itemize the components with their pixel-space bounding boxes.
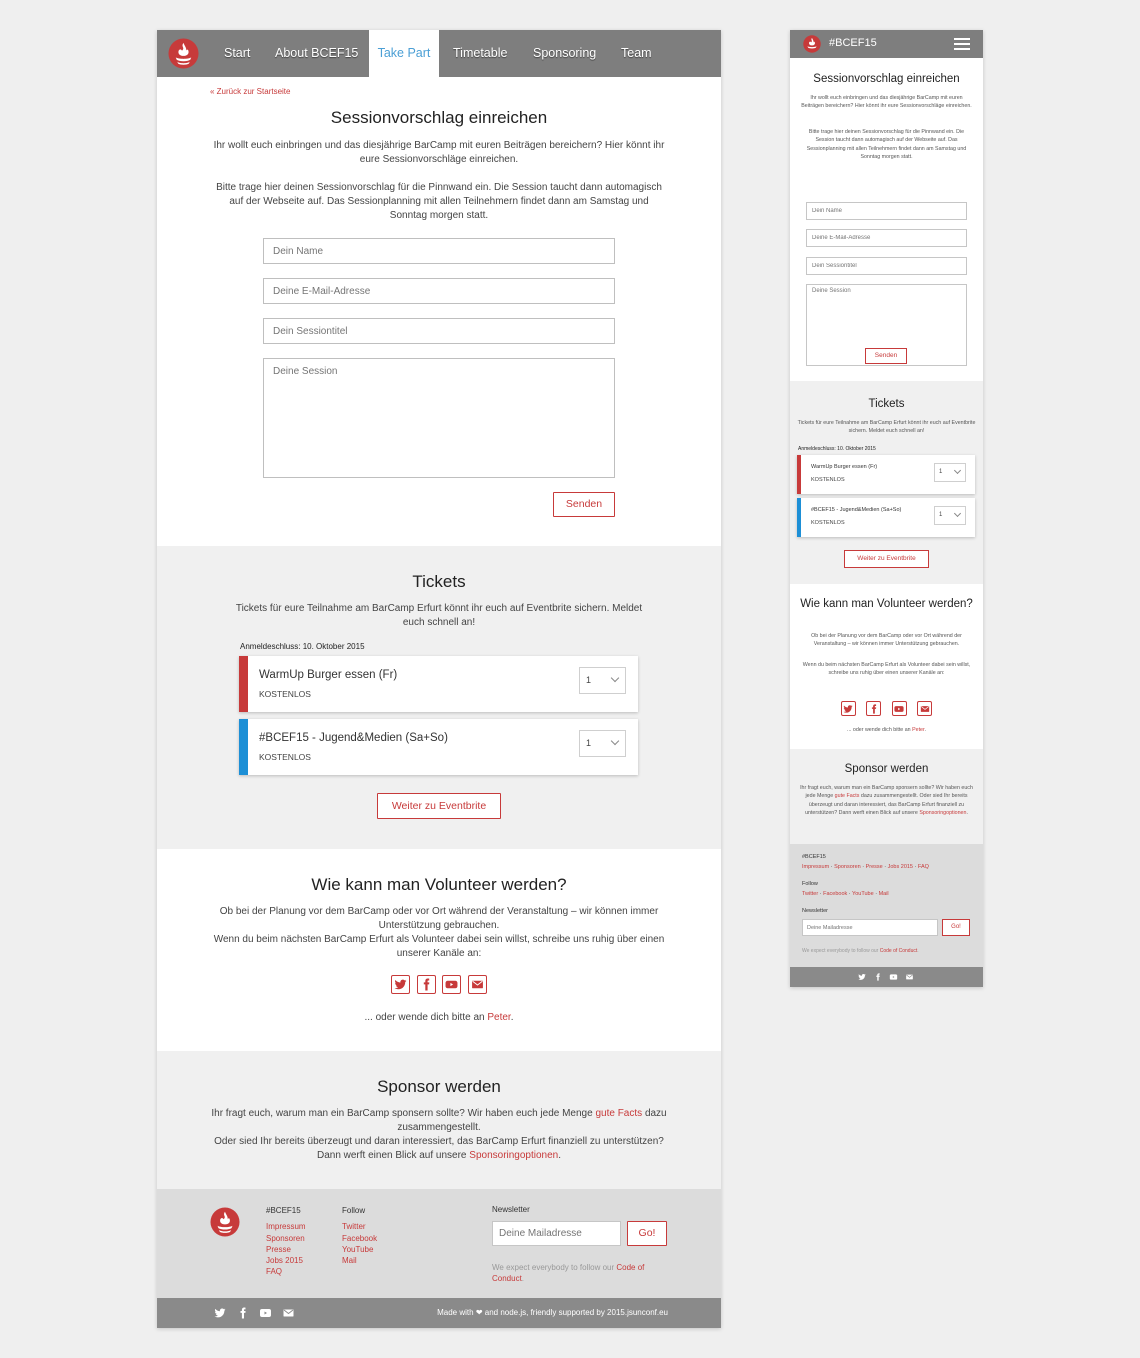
mobile-view	[790, 30, 983, 987]
eventbrite-button[interactable]: Weiter zu Eventbrite	[377, 793, 501, 819]
footer-bottom-bar	[157, 1298, 721, 1328]
youtube-icon[interactable]	[259, 1307, 272, 1319]
alt-contact-suffix: .	[924, 727, 926, 733]
sponsor-text-2-suffix: .	[558, 1150, 562, 1161]
mobile-footer	[790, 844, 983, 967]
ticket-price: KOSTENLOS	[811, 477, 845, 483]
mobile-footer-follow-title: Follow	[802, 881, 818, 887]
footer-link-impressum[interactable]: Impressum	[802, 864, 830, 870]
sponsor-text-2	[205, 1135, 673, 1163]
code-of-conduct-link[interactable]: Code of Conduct	[879, 948, 918, 954]
volunteer-text-2: Wenn du beim nächsten BarCamp Erfurt als Volunteer dabei sein willst, schreibe uns ruhig über einen unserer Kanäle an:	[213, 934, 665, 959]
alt-contact-prefix: ... oder wende dich bitte an	[847, 727, 911, 733]
mobile-sponsor-section	[790, 749, 983, 844]
facebook-icon[interactable]	[874, 973, 882, 981]
footer-col-title: #BCEF15	[266, 1206, 301, 1215]
mobile-tickets-intro: Tickets für eure Teilnahme am BarCamp Erfurt könnt ihr euch auf Eventbrite sichern. Meldet euch schnell an!	[797, 420, 976, 435]
mail-link[interactable]	[468, 975, 487, 994]
footer-link-twitter[interactable]: Twitter	[342, 1222, 366, 1232]
main-nav	[157, 30, 721, 77]
youtube-icon	[894, 704, 904, 714]
mobile-nav-title[interactable]: #BCEF15	[829, 37, 877, 49]
mobile-session-title: Sessionvorschlag einreichen	[813, 73, 960, 85]
ticket-name: WarmUp Burger essen (Fr)	[259, 669, 398, 681]
mobile-name-input[interactable]	[806, 202, 967, 220]
coc-prefix: We expect everybody to follow our	[802, 948, 879, 954]
submit-button[interactable]: Senden	[553, 492, 615, 517]
facebook-icon[interactable]	[237, 1307, 249, 1319]
ticket-color-bar	[239, 656, 248, 712]
alt-contact-suffix: .	[510, 1012, 514, 1023]
footer-link-facebook[interactable]: Facebook	[342, 1233, 378, 1243]
ticket-card	[239, 656, 638, 712]
youtube-link[interactable]	[892, 701, 907, 716]
twitter-link[interactable]	[391, 975, 410, 994]
footer-link-sponsoren[interactable]: Sponsoren	[834, 864, 861, 870]
mail-icon[interactable]	[282, 1307, 295, 1319]
facebook-link[interactable]	[866, 701, 881, 716]
footer-link-jobs[interactable]: Jobs 2015	[887, 864, 913, 870]
footer-col-follow	[342, 1205, 377, 1266]
volunteer-section	[157, 849, 721, 1051]
mobile-volunteer-social-links	[790, 700, 983, 718]
tickets-section	[157, 546, 721, 849]
mobile-volunteer-title: Wie kann man Volunteer werden?	[800, 598, 973, 610]
footer-link-youtube[interactable]: YouTube	[852, 891, 874, 897]
hamburger-menu-icon[interactable]	[954, 38, 970, 50]
mobile-newsletter-go-button[interactable]: Go!	[942, 919, 970, 936]
heart-icon: ❤	[475, 1308, 483, 1317]
nav-sponsoring[interactable]: Sponsoring	[533, 46, 597, 60]
chevron-down-icon	[611, 737, 619, 745]
nav-about[interactable]: About BCEF15	[275, 46, 359, 60]
sponsoring-options-link[interactable]: Sponsoringoptionen	[919, 810, 967, 817]
ticket-quantity-value: 1	[586, 738, 592, 748]
coc-suffix: .	[521, 1274, 525, 1284]
mobile-footer-col-title: #BCEF15	[802, 854, 826, 860]
mobile-session-intro: Ihr wollt euch einbringen und das diesjährige BarCamp mit euren Beiträgen bereichern? Hier könnt ihr eure Sessionvorschläge einreichen.	[801, 95, 972, 110]
nav-start[interactable]: Start	[224, 46, 251, 60]
newsletter-email-input[interactable]	[492, 1221, 621, 1246]
footer-link-presse[interactable]: Presse	[266, 1244, 291, 1254]
nav-team[interactable]: Team	[621, 46, 652, 60]
barcamp-logo-icon[interactable]	[168, 38, 199, 69]
footer-logo-icon	[210, 1207, 240, 1237]
twitter-icon[interactable]	[858, 973, 866, 981]
volunteer-social-links	[157, 975, 721, 994]
youtube-link[interactable]	[442, 975, 461, 994]
ticket-name: #BCEF15 - Jugend&Medien (Sa+So)	[811, 507, 902, 513]
facebook-icon	[869, 704, 879, 714]
footer-link-twitter[interactable]: Twitter	[802, 891, 819, 897]
mobile-session-instructions: Bitte trage hier deinen Sessionvorschlag für die Pinnwand ein. Die Session taucht dann automagisch auf der Webseite auf. Das Sessionplanning mit allen Teilnehmern findet dann am Samstag und Sonntag morgen statt.	[806, 129, 967, 161]
volunteer-text-1: Ob bei der Planung vor dem BarCamp oder vor Ort während der Veranstaltung – wir können immer Unterstützung gebrauchen.	[219, 906, 659, 931]
mail-icon	[920, 704, 930, 714]
chevron-down-icon	[954, 510, 961, 517]
mobile-eventbrite-button[interactable]: Weiter zu Eventbrite	[844, 550, 929, 568]
footer-link-mail[interactable]: Mail	[342, 1256, 357, 1266]
sponsor-text-1	[205, 1107, 673, 1135]
peter-link[interactable]: Peter	[487, 1012, 511, 1023]
session-instructions: Bitte trage hier deinen Sessionvorschlag für die Pinnwand ein. Die Session taucht dann automagisch auf der Webseite auf. Das Sessionplanning mit allen Teilnehmern findet dann am Samstag und Sonntag morgen statt.	[216, 182, 662, 221]
good-facts-link[interactable]: gute Facts	[595, 1108, 643, 1119]
nav-take-part[interactable]: Take Part	[369, 30, 439, 77]
twitter-icon	[394, 978, 407, 991]
mobile-tickets-deadline: Anmeldeschluss: 10. Oktober 2015	[798, 446, 876, 452]
mail-icon[interactable]	[905, 973, 914, 981]
sponsor-text-1-suffix: dazu zusammengestellt.	[860, 793, 919, 800]
alt-contact-prefix: ... oder wende dich bitte an	[364, 1012, 485, 1023]
mail-icon	[471, 978, 484, 991]
desktop-view	[157, 30, 721, 1328]
sponsoring-options-link[interactable]: Sponsoringoptionen	[469, 1150, 559, 1161]
made-with-prefix: Made with	[437, 1308, 474, 1317]
mobile-volunteer-section	[790, 584, 983, 749]
sponsor-text-1-prefix: Ihr fragt euch, warum man ein BarCamp sponsern sollte? Wir haben euch jede Menge	[800, 785, 973, 800]
made-with-suffix: and node.js, friendly supported by 2015.jsunconf.eu	[484, 1308, 668, 1317]
facebook-link[interactable]	[417, 975, 436, 994]
tickets-intro: Tickets für eure Teilnahme am BarCamp Erfurt könnt ihr euch auf Eventbrite sichern. Meldet euch schnell an!	[235, 603, 643, 628]
ticket-quantity-select[interactable]	[934, 463, 966, 482]
ticket-color-bar	[239, 719, 248, 775]
footer-link-faq[interactable]: FAQ	[266, 1267, 283, 1277]
footer-link-youtube[interactable]: YouTube	[342, 1244, 374, 1254]
session-title: Sessionvorschlag einreichen	[330, 108, 548, 127]
mobile-nav	[790, 30, 983, 58]
mobile-volunteer-alt-contact	[790, 726, 983, 734]
chevron-down-icon	[611, 674, 619, 682]
youtube-icon[interactable]	[889, 973, 898, 981]
mobile-ticket-card	[797, 498, 975, 537]
newsletter-go-button[interactable]: Go!	[627, 1221, 667, 1246]
volunteer-title: Wie kann man Volunteer werden?	[311, 875, 567, 894]
barcamp-logo-icon[interactable]	[803, 35, 821, 53]
footer-link-jobs[interactable]: Jobs 2015	[266, 1256, 303, 1266]
sponsor-title: Sponsor werden	[377, 1077, 501, 1096]
footer-col-bcef	[266, 1205, 306, 1278]
footer-link-facebook[interactable]: Facebook	[823, 891, 848, 897]
facebook-icon	[420, 978, 433, 991]
ticket-color-bar	[797, 498, 801, 537]
made-with-credits	[437, 1308, 668, 1317]
ticket-card	[239, 719, 638, 775]
ticket-quantity-select[interactable]	[934, 506, 966, 525]
footer-link-faq[interactable]: FAQ	[917, 864, 929, 870]
ticket-name: WarmUp Burger essen (Fr)	[811, 464, 878, 470]
twitter-icon	[843, 704, 853, 714]
chevron-down-icon	[954, 467, 961, 474]
mobile-footer-links: Impressum · Sponsoren · Presse · Jobs 2015 · FAQ	[802, 864, 929, 870]
coc-prefix: We expect everybody to follow our	[492, 1263, 615, 1272]
footer-link-presse[interactable]: Presse	[865, 864, 883, 870]
footer	[157, 1189, 721, 1298]
footer-link-sponsoren[interactable]: Sponsoren	[266, 1233, 305, 1243]
tickets-title: Tickets	[412, 572, 466, 591]
mobile-session-title-input[interactable]	[806, 257, 967, 275]
mobile-code-of-conduct-note	[802, 948, 919, 954]
session-title-input[interactable]	[263, 318, 615, 344]
sponsor-text-2-prefix: Oder sied Ihr bereits überzeugt und daran interessiert, das BarCamp Erfurt finanziell zu unterstützen? Dann werft einen Blick auf unsere	[214, 1136, 664, 1161]
ticket-color-bar	[797, 455, 801, 494]
mobile-newsletter-email-input[interactable]	[802, 919, 938, 936]
mobile-newsletter-title: Newsletter	[802, 908, 828, 914]
footer-link-impressum[interactable]: Impressum	[266, 1222, 306, 1232]
footer-col-title: Follow	[342, 1206, 366, 1215]
twitter-icon[interactable]	[214, 1307, 226, 1319]
mobile-volunteer-text-2: Wenn du beim nächsten BarCamp Erfurt als Volunteer dabei sein willst, schreibe uns ruhig über einen unserer Kanäle an:	[802, 662, 971, 677]
ticket-quantity-value: 1	[586, 675, 592, 685]
mobile-footer-follow-links: Twitter · Facebook · YouTube · Mail	[802, 891, 889, 897]
sponsor-text-1-prefix: Ihr fragt euch, warum man ein BarCamp sponsern sollte? Wir haben euch jede Menge	[211, 1108, 593, 1119]
ticket-quantity-select[interactable]	[579, 730, 626, 757]
footer-link-mail[interactable]: Mail	[878, 891, 889, 897]
mobile-email-input[interactable]	[806, 229, 967, 247]
ticket-quantity-value: 1	[939, 469, 943, 475]
youtube-icon	[445, 978, 458, 991]
mobile-tickets-section	[790, 381, 983, 584]
mobile-sponsor-text	[798, 784, 975, 818]
sponsor-text-1-suffix: dazu zusammengestellt.	[397, 1108, 667, 1133]
back-link[interactable]: « Zurück zur Startseite	[210, 87, 291, 96]
mobile-session-section	[790, 58, 983, 381]
mail-link[interactable]	[917, 701, 932, 716]
mobile-volunteer-text-1: Ob bei der Planung vor dem BarCamp oder vor Ort während der Veranstaltung – wir können immer Unterstützung gebrauchen.	[811, 633, 962, 648]
ticket-price: KOSTENLOS	[259, 689, 311, 699]
coc-suffix: .	[917, 948, 919, 954]
sponsor-text-2-prefix: Oder sied Ihr bereits überzeugt und daran interessiert, das BarCamp Erfurt finanziell zu unterstützen? Dann werft einen Blick auf unsere	[805, 793, 968, 817]
tickets-deadline: Anmeldeschluss: 10. Oktober 2015	[240, 642, 365, 651]
good-facts-link[interactable]: gute Facts	[834, 793, 860, 800]
newsletter-title: Newsletter	[492, 1205, 530, 1214]
mobile-tickets-title: Tickets	[868, 398, 905, 410]
peter-link[interactable]: Peter	[912, 727, 925, 733]
mobile-sponsor-title: Sponsor werden	[844, 763, 929, 775]
code-of-conduct-note	[492, 1262, 672, 1285]
nav-timetable[interactable]: Timetable	[453, 46, 508, 60]
twitter-link[interactable]	[841, 701, 856, 716]
session-intro: Ihr wollt euch einbringen und das diesjährige BarCamp mit euren Beiträgen bereichern? Hier könnt ihr eure Sessionvorschläge einreichen.	[213, 140, 665, 165]
session-textarea[interactable]	[263, 358, 615, 478]
name-input[interactable]	[263, 238, 615, 264]
ticket-price: KOSTENLOS	[811, 520, 845, 526]
sponsor-section	[157, 1051, 721, 1189]
volunteer-alt-contact	[157, 1011, 721, 1025]
mobile-ticket-card	[797, 455, 975, 494]
code-of-conduct-link[interactable]: Code of Conduct	[492, 1263, 645, 1284]
email-input[interactable]	[263, 278, 615, 304]
mobile-submit-button[interactable]: Senden	[865, 348, 907, 364]
ticket-quantity-select[interactable]	[579, 667, 626, 694]
session-section	[157, 77, 721, 546]
ticket-name: #BCEF15 - Jugend&Medien (Sa+So)	[259, 732, 448, 744]
mobile-footer-bottom-bar	[790, 967, 983, 987]
sponsor-text-2-suffix: .	[966, 810, 968, 817]
ticket-quantity-value: 1	[939, 512, 943, 518]
ticket-price: KOSTENLOS	[259, 752, 311, 762]
